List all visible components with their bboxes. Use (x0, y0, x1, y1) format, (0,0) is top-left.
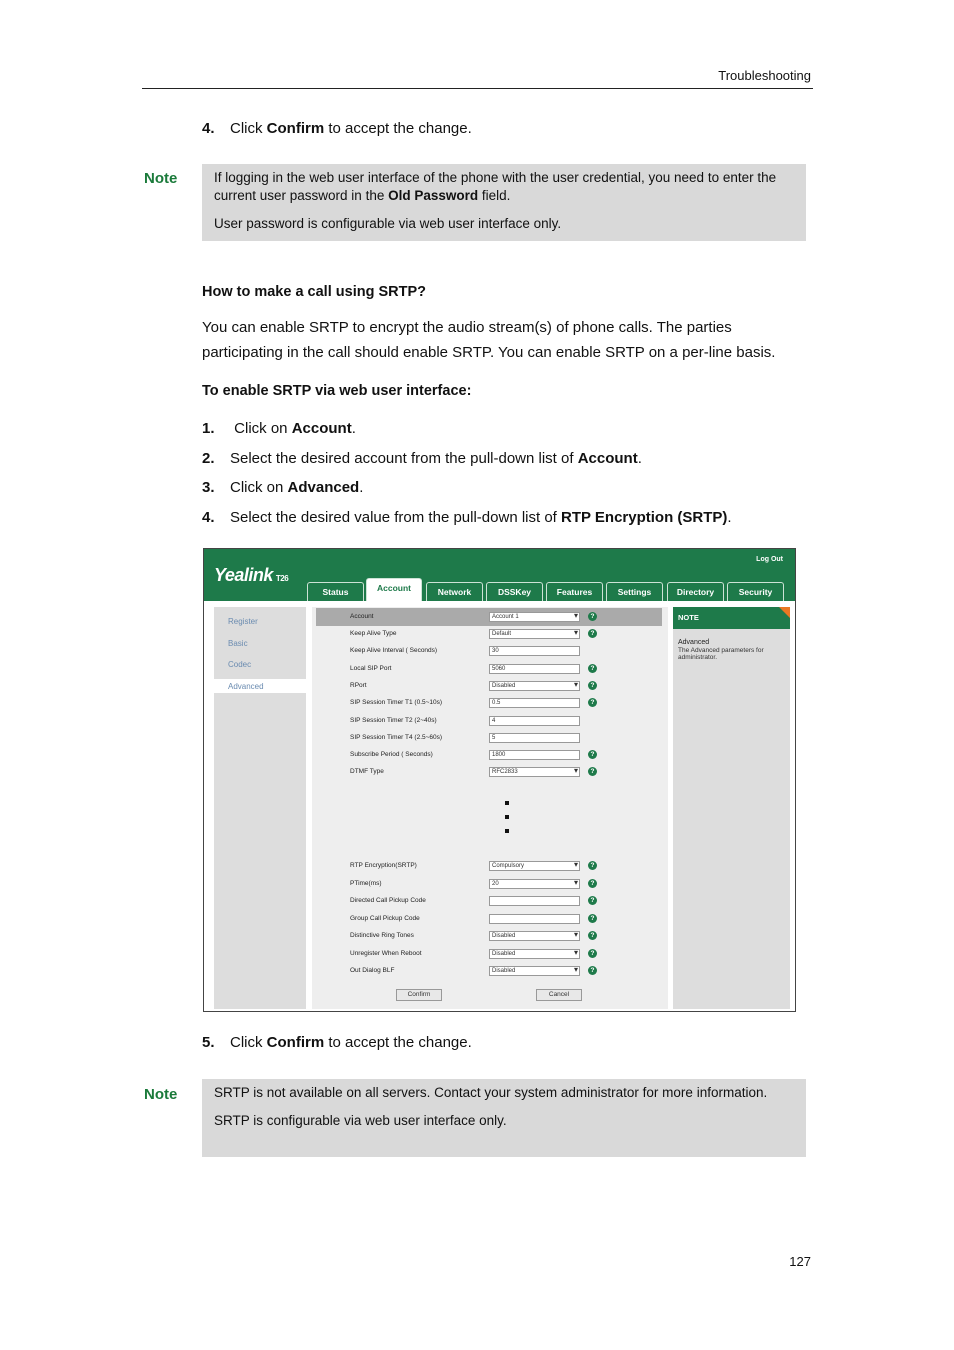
page-number: 127 (789, 1254, 811, 1269)
field-select[interactable]: RFC2833 ▾ (489, 767, 580, 777)
nav-advanced[interactable]: Advanced (228, 682, 264, 691)
field-select[interactable]: 20 ▾ (489, 879, 580, 889)
help-icon[interactable]: ? (588, 914, 597, 923)
field-label: SIP Session Timer T4 (2.5~60s) (350, 733, 443, 741)
field-label: Unregister When Reboot (350, 949, 422, 957)
tab-account[interactable]: Account (366, 578, 422, 601)
field-select[interactable]: Disabled ▾ (489, 949, 580, 959)
help-icon[interactable]: ? (588, 767, 597, 776)
field-input[interactable] (489, 896, 580, 906)
intro-paragraph: You can enable SRTP to encrypt the audio stream(s) of phone calls. The parties participating in the call should enable SRTP. You can enable SRTP on a per-line basis. (202, 319, 776, 361)
header-rule (142, 88, 813, 89)
note-box-1: If logging in the web user interface of the phone with the user credential, you need to enter the current user password in the Old Password field. User password is configurable via web user interface only. (202, 164, 806, 241)
tab-status[interactable]: Status (307, 582, 364, 601)
help-icon[interactable]: ? (588, 861, 597, 870)
note-label-2: Note (144, 1086, 178, 1103)
nav-codec[interactable]: Codec (228, 660, 252, 669)
web-ui-screenshot (203, 548, 796, 1012)
step-5: 5. Click Confirm to accept the change. (202, 1034, 472, 1051)
note-panel (673, 607, 790, 1009)
field-select[interactable]: Compulsory ▾ (489, 861, 580, 871)
field-input[interactable]: 0.5 (489, 698, 580, 708)
field-input[interactable]: 1800 (489, 750, 580, 760)
field-input[interactable]: 4 (489, 716, 580, 726)
step-4-top: 4. Click Confirm to accept the change. (202, 120, 472, 137)
note-panel-text: The Advanced parameters for administrator. (678, 647, 764, 661)
field-label: SIP Session Timer T1 (0.5~10s) (350, 699, 443, 707)
field-label: SIP Session Timer T2 (2~40s) (350, 716, 437, 724)
field-input[interactable]: 5060 (489, 664, 580, 674)
field-select[interactable]: Disabled ▾ (489, 931, 580, 941)
nav-basic[interactable]: Basic (228, 639, 248, 648)
help-icon[interactable]: ? (588, 750, 597, 759)
tab-features[interactable]: Features (546, 582, 603, 601)
step-4: 4. Select the desired value from the pull-down list of RTP Encryption (SRTP). (202, 509, 732, 526)
field-label: Group Call Pickup Code (350, 914, 420, 922)
field-select[interactable]: Default ▾ (489, 629, 580, 639)
note-panel-header: NOTE (673, 607, 790, 629)
field-label: Distinctive Ring Tones (350, 932, 414, 939)
field-label: Keep Alive Interval ( Seconds) (350, 647, 438, 655)
nav-register[interactable]: Register (228, 617, 258, 626)
field-select[interactable]: Disabled ▾ (489, 966, 580, 976)
field-label: RPort (350, 681, 367, 689)
help-icon[interactable]: ? (588, 949, 597, 958)
ellipsis-dot (505, 815, 509, 819)
note-corner-flag (779, 607, 790, 618)
yealink-logo: Yealink T26 (214, 565, 289, 585)
step-3: 3. Click on Advanced. (202, 479, 364, 496)
field-input[interactable]: 30 (489, 646, 580, 656)
field-label: PTime(ms) (350, 879, 382, 887)
field-label: Keep Alive Type (350, 630, 397, 637)
field-label: RTP Encryption(SRTP) (350, 862, 417, 869)
running-header: Troubleshooting (718, 68, 811, 83)
ellipsis-dot (505, 829, 509, 833)
field-input[interactable]: 5 (489, 733, 580, 743)
field-select[interactable]: Disabled ▾ (489, 681, 580, 691)
ellipsis-dot (505, 801, 509, 805)
tab-network[interactable]: Network (426, 582, 483, 601)
step-1: 1. Click on Account. (202, 420, 356, 437)
account-label: Account (350, 613, 374, 620)
tab-dsskey[interactable]: DSSKey (486, 582, 543, 601)
subheading: To enable SRTP via web user interface: (202, 383, 472, 399)
help-icon[interactable]: ? (588, 629, 597, 638)
field-label: Subscribe Period ( Seconds) (350, 751, 433, 759)
note-panel-title: Advanced (678, 639, 710, 646)
help-icon[interactable]: ? (588, 664, 597, 673)
help-icon[interactable]: ? (588, 931, 597, 940)
tab-directory[interactable]: Directory (667, 582, 724, 601)
help-icon[interactable]: ? (588, 698, 597, 707)
account-select[interactable]: Account 1 ▾ (489, 612, 580, 622)
note-box-2: SRTP is not available on all servers. Contact your system administrator for more information. SRTP is configurable via web user interface only. (202, 1079, 806, 1157)
field-label: Local SIP Port (350, 664, 392, 672)
help-icon[interactable]: ? (588, 879, 597, 888)
help-icon[interactable]: ? (588, 612, 597, 621)
logout-link[interactable]: Log Out (756, 556, 783, 563)
field-input[interactable] (489, 914, 580, 924)
help-icon[interactable]: ? (588, 966, 597, 975)
section-heading: How to make a call using SRTP? (202, 284, 426, 300)
step-2: 2. Select the desired account from the pull-down list of Account. (202, 450, 642, 467)
field-label: Out Dialog BLF (350, 967, 395, 974)
note-label-1: Note (144, 170, 178, 187)
field-label: Directed Call Pickup Code (350, 897, 426, 904)
tab-security[interactable]: Security (727, 582, 784, 601)
field-label: DTMF Type (350, 768, 384, 776)
tab-settings[interactable]: Settings (606, 582, 663, 601)
help-icon[interactable]: ? (588, 896, 597, 905)
confirm-button[interactable]: Confirm (396, 989, 442, 1001)
cancel-button[interactable]: Cancel (536, 989, 582, 1001)
help-icon[interactable]: ? (588, 681, 597, 690)
